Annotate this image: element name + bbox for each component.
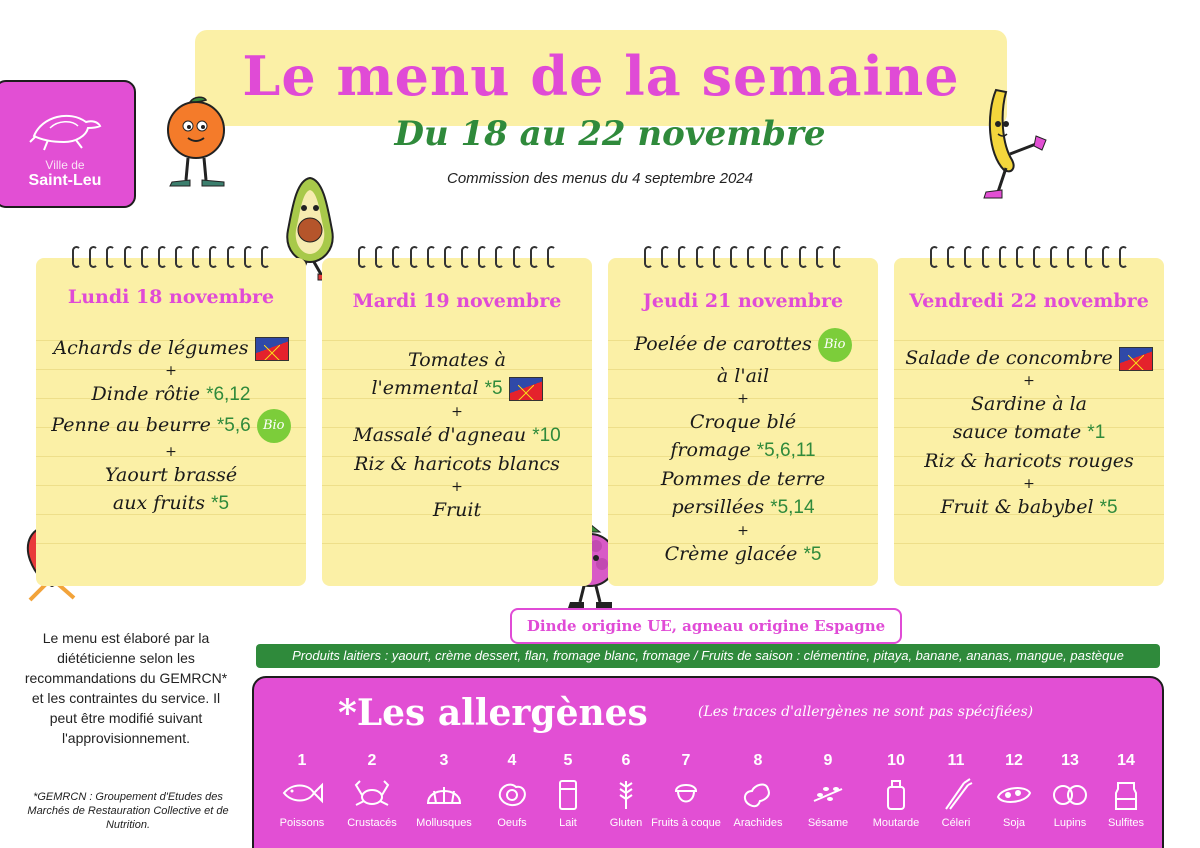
allergen-item <box>723 750 793 829</box>
fish-icon <box>267 772 337 818</box>
sesame-icon <box>793 772 863 818</box>
spiral-ring-icon <box>833 246 842 268</box>
spiral-ring-icon <box>930 246 939 268</box>
peanut-icon <box>723 772 793 818</box>
spiral-ring-icon <box>192 246 201 268</box>
day-card-tuesday <box>322 258 592 586</box>
dish-line <box>322 496 592 524</box>
dish-allergens: *5 <box>211 493 230 514</box>
spiral-binding <box>72 246 270 268</box>
dish-line <box>36 489 306 518</box>
plus-separator: + <box>451 479 463 495</box>
spiral-ring-icon <box>358 246 367 268</box>
dish-allergens: *5,6,11 <box>756 440 816 461</box>
allergen-label: Oeufs <box>497 817 527 829</box>
dish-name: persillées <box>671 496 771 518</box>
allergen-label: Sulfites <box>1107 817 1145 829</box>
dish-line <box>894 418 1164 447</box>
dish-allergens: *1 <box>1087 422 1106 443</box>
dish-line <box>608 408 878 436</box>
dish-list <box>36 334 306 518</box>
allergen-label: Fruits à coque <box>651 817 721 829</box>
dish-allergens: *5 <box>1099 497 1118 518</box>
allergen-label: Crustacés <box>347 817 397 829</box>
allergen-number: 1 <box>297 752 307 769</box>
bio-badge-icon: Bio <box>818 328 852 362</box>
dish-allergens: *5,6 <box>216 415 251 436</box>
dish-name: Salade de concombre <box>905 347 1113 369</box>
day-name: Vendredi 22 novembre <box>909 290 1149 312</box>
dish-name: Fruit <box>432 499 482 521</box>
spiral-ring-icon <box>696 246 705 268</box>
allergen-number: 14 <box>1117 752 1135 769</box>
plus-separator: + <box>1023 476 1035 492</box>
allergen-item <box>651 750 721 829</box>
dish-line <box>608 328 878 362</box>
dish-line <box>36 409 306 443</box>
spiral-ring-icon <box>124 246 133 268</box>
allergens-note: (Les traces d'allergènes ne sont pas spécifiées) <box>698 704 1034 720</box>
dish-line <box>322 421 592 450</box>
dish-line <box>36 334 306 362</box>
dish-name: l'emmental <box>371 377 485 399</box>
plus-separator: + <box>737 523 749 539</box>
spiral-binding <box>930 246 1128 268</box>
spiral-ring-icon <box>799 246 808 268</box>
spiral-ring-icon <box>227 246 236 268</box>
sulfite-icon <box>1091 772 1161 818</box>
dish-name: Fruit & babybel <box>940 496 1100 518</box>
spiral-ring-icon <box>764 246 773 268</box>
allergen-label: Lupins <box>1053 817 1087 829</box>
commission-date: Commission des menus du 4 septembre 2024 <box>447 170 753 187</box>
dish-name: Tomates à <box>408 349 506 371</box>
dish-line <box>894 493 1164 522</box>
dish-name: Pommes de terre <box>660 468 826 490</box>
turtle-icon <box>28 102 104 154</box>
plus-separator: + <box>737 391 749 407</box>
spiral-ring-icon <box>999 246 1008 268</box>
dish-line <box>36 461 306 489</box>
shell-icon <box>409 772 479 818</box>
logo-line-1: Ville de <box>45 158 85 172</box>
dish-name: sauce tomate <box>952 421 1088 443</box>
spiral-ring-icon <box>713 246 722 268</box>
dish-line <box>894 390 1164 418</box>
plus-separator: + <box>1023 373 1035 389</box>
spiral-ring-icon <box>141 246 150 268</box>
banana-mascot-icon <box>976 84 1052 204</box>
city-logo <box>0 80 136 208</box>
allergen-label: Céleri <box>941 817 971 829</box>
dish-list <box>894 344 1164 522</box>
dish-line <box>322 346 592 374</box>
logo-line-2: Saint-Leu <box>28 172 102 189</box>
spiral-ring-icon <box>678 246 687 268</box>
spiral-ring-icon <box>644 246 653 268</box>
dish-line <box>608 465 878 493</box>
allergen-number: 3 <box>439 752 449 769</box>
spiral-ring-icon <box>410 246 419 268</box>
menu-disclaimer: Le menu est élaboré par la diététicienne selon les recommandations du GEMRCN* et les contraintes du service. Il peut être modifié suivant l'approvisionnement. <box>24 630 228 746</box>
allergen-item <box>337 750 407 829</box>
day-name: Lundi 18 novembre <box>67 286 275 308</box>
allergen-number: 7 <box>681 752 691 769</box>
dish-allergens: *6,12 <box>206 384 251 405</box>
allergen-label: Lait <box>559 817 577 829</box>
spiral-ring-icon <box>72 246 81 268</box>
spiral-ring-icon <box>730 246 739 268</box>
spiral-ring-icon <box>1102 246 1111 268</box>
allergen-label: Sésame <box>807 817 849 829</box>
dish-name: Crème glacée <box>664 543 804 565</box>
dish-name: Penne au beurre <box>51 414 217 436</box>
allergen-item <box>793 750 863 829</box>
spiral-ring-icon <box>461 246 470 268</box>
spiral-ring-icon <box>89 246 98 268</box>
spiral-ring-icon <box>444 246 453 268</box>
spiral-ring-icon <box>661 246 670 268</box>
day-card-monday <box>36 258 306 586</box>
allergen-item <box>267 750 337 829</box>
plus-separator: + <box>165 444 177 460</box>
spiral-ring-icon <box>209 246 218 268</box>
day-card-friday <box>894 258 1164 586</box>
reunion-flag-icon <box>255 337 289 361</box>
spiral-ring-icon <box>1067 246 1076 268</box>
allergens-title: *Les allergènes <box>338 692 648 734</box>
allergen-label: Mollusques <box>416 817 472 829</box>
dish-name: Dinde rôtie <box>91 383 207 405</box>
allergen-number: 13 <box>1061 752 1079 769</box>
plus-separator: + <box>451 404 463 420</box>
spiral-ring-icon <box>1050 246 1059 268</box>
spiral-ring-icon <box>158 246 167 268</box>
dish-line <box>322 374 592 403</box>
crab-icon <box>337 772 407 818</box>
spiral-ring-icon <box>175 246 184 268</box>
page-title: Le menu de la semaine <box>242 44 960 108</box>
spiral-ring-icon <box>1085 246 1094 268</box>
spiral-ring-icon <box>1033 246 1042 268</box>
dish-name: Yaourt brassé <box>104 464 238 486</box>
dish-name: Massalé d'agneau <box>353 424 533 446</box>
spiral-ring-icon <box>392 246 401 268</box>
dish-allergens: *5,14 <box>770 497 815 518</box>
dish-list <box>322 346 592 524</box>
spiral-ring-icon <box>964 246 973 268</box>
dish-line <box>36 380 306 409</box>
products-bar: Produits laitiers : yaourt, crème dessert, flan, fromage blanc, fromage / Fruits de saison : clémentine, pitaya, banane, ananas, mangue, pastèque <box>256 644 1160 668</box>
allergens-panel <box>252 676 1164 848</box>
allergen-number: 10 <box>887 752 905 769</box>
spiral-ring-icon <box>781 246 790 268</box>
dish-name: aux fruits <box>112 492 212 514</box>
dish-line <box>322 450 592 478</box>
dish-line <box>894 344 1164 372</box>
spiral-ring-icon <box>547 246 556 268</box>
allergen-label: Moutarde <box>872 817 920 829</box>
day-name: Jeudi 21 novembre <box>642 290 844 312</box>
dish-allergens: *5 <box>484 378 503 399</box>
spiral-binding <box>358 246 556 268</box>
dish-name: à l'ail <box>716 365 770 387</box>
dish-allergens: *5 <box>803 544 822 565</box>
dish-name: Sardine à la <box>971 393 1087 415</box>
gemrcn-footnote: *GEMRCN : Groupement d'Etudes des Marchés de Restauration Collective et de Nutrition. <box>27 791 229 831</box>
meat-origin-note: Dinde origine UE, agneau origine Espagne <box>510 608 902 644</box>
dish-name: Poelée de carottes <box>634 333 812 355</box>
dish-allergens: *10 <box>532 425 561 446</box>
allergen-number: 5 <box>563 752 573 769</box>
allergen-number: 2 <box>367 752 377 769</box>
dish-name: Croque blé <box>689 411 797 433</box>
spiral-ring-icon <box>816 246 825 268</box>
allergen-label: Arachides <box>733 817 783 829</box>
spiral-ring-icon <box>513 246 522 268</box>
allergen-number: 9 <box>823 752 833 769</box>
spiral-ring-icon <box>982 246 991 268</box>
allergen-label: Gluten <box>609 817 643 829</box>
allergen-number: 4 <box>507 752 517 769</box>
dish-name: Riz & haricots rouges <box>924 450 1134 472</box>
allergen-number: 12 <box>1005 752 1023 769</box>
day-card-thursday <box>608 258 878 586</box>
date-range: Du 18 au 22 novembre <box>394 114 826 154</box>
spiral-ring-icon <box>747 246 756 268</box>
spiral-ring-icon <box>1016 246 1025 268</box>
spiral-ring-icon <box>375 246 384 268</box>
dish-line <box>608 493 878 522</box>
allergen-number: 11 <box>947 752 965 769</box>
spiral-ring-icon <box>530 246 539 268</box>
allergen-item <box>409 750 479 829</box>
dish-list <box>608 328 878 569</box>
spiral-ring-icon <box>427 246 436 268</box>
bio-badge-icon: Bio <box>257 409 291 443</box>
plus-separator: + <box>165 363 177 379</box>
dish-name: Achards de légumes <box>53 337 249 359</box>
dish-name: Riz & haricots blancs <box>354 453 560 475</box>
dish-name: fromage <box>670 439 757 461</box>
spiral-ring-icon <box>947 246 956 268</box>
allergen-number: 8 <box>753 752 763 769</box>
nut-icon <box>651 772 721 818</box>
reunion-flag-icon <box>509 377 543 401</box>
orange-mascot-icon <box>160 94 234 194</box>
spiral-ring-icon <box>244 246 253 268</box>
spiral-ring-icon <box>1119 246 1128 268</box>
spiral-ring-icon <box>261 246 270 268</box>
dish-line <box>608 362 878 390</box>
reunion-flag-icon <box>1119 347 1153 371</box>
day-name: Mardi 19 novembre <box>352 290 562 312</box>
spiral-binding <box>644 246 842 268</box>
spiral-ring-icon <box>495 246 504 268</box>
spiral-ring-icon <box>106 246 115 268</box>
allergen-item <box>1091 750 1161 829</box>
allergen-label: Poissons <box>279 817 325 829</box>
dish-line <box>608 540 878 569</box>
allergen-number: 6 <box>621 752 631 769</box>
dish-line <box>894 447 1164 475</box>
allergen-label: Soja <box>1002 817 1026 829</box>
spiral-ring-icon <box>478 246 487 268</box>
dish-line <box>608 436 878 465</box>
